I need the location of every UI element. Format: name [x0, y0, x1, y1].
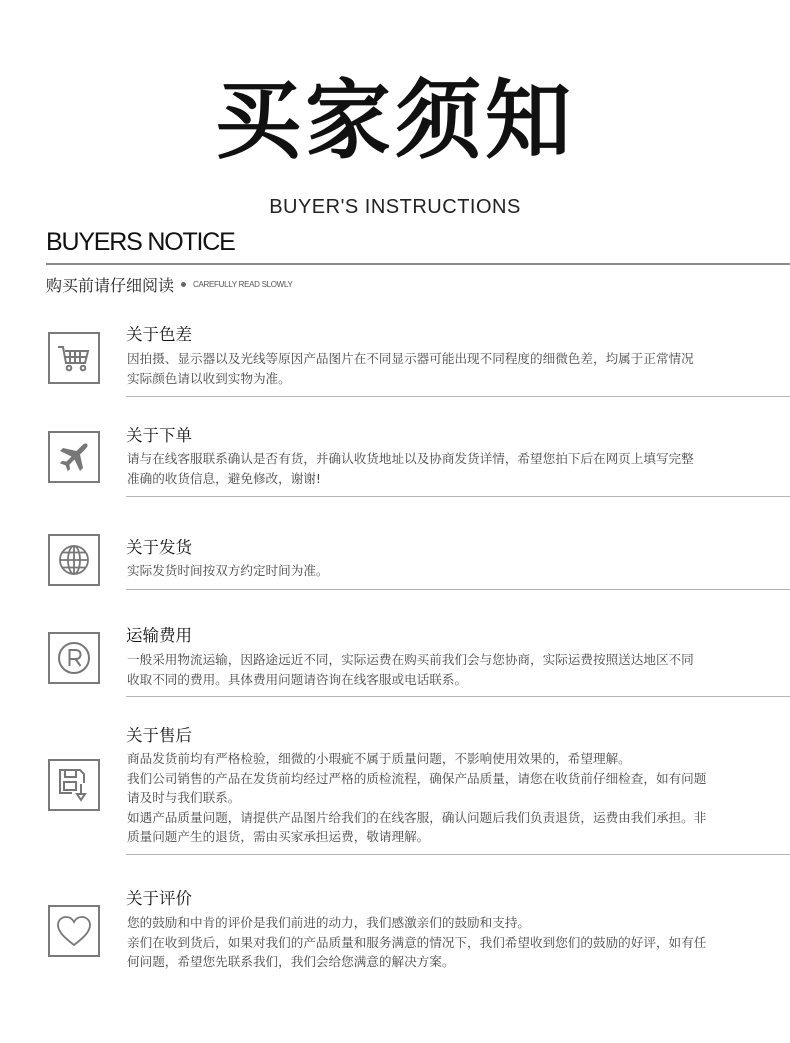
notice-caption [46, 273, 293, 296]
section-line: 实际发货时间按双方约定时间为准。 [127, 563, 329, 578]
section-line: 商品发货前均有严格检验，细微的小瑕疵不属于质量问题，不影响使用效果的，希望理解。 [127, 751, 631, 766]
section-body [127, 449, 767, 488]
section-title: 关于售后 [126, 726, 192, 745]
section-line: 我们公司销售的产品在发货前均经过严格的质检流程，确保产品质量，请您在收货前仔细检查，如有问题 [127, 770, 707, 786]
section-title: 关于评价 [126, 889, 192, 908]
page-title: 买家须知 [215, 71, 575, 171]
section-body [127, 913, 767, 972]
section-line: 您的鼓励和中肯的评价是我们前进的动力，我们感激亲们的鼓励和支持。 [127, 915, 530, 930]
section-divider [126, 496, 790, 497]
globe-icon [48, 534, 100, 586]
heart-icon [48, 905, 100, 957]
section-line: 亲们在收到货后，如果对我们的产品质量和服务满意的情况下，我们希望收到您们的鼓励的好评，如有任 [127, 934, 707, 950]
section-title: 运输费用 [126, 626, 192, 645]
section-body [127, 561, 767, 581]
section-divider [126, 396, 790, 397]
section-body [127, 349, 767, 388]
notice-caption-cn: 购买前请仔细阅读 [46, 276, 175, 295]
airplane-icon [48, 431, 100, 483]
section-line: 因拍摄、显示器以及光线等原因产品图片在不同显示器可能出现不同程度的细微色差，均属于正常情况 [127, 351, 694, 366]
section-line: 质量问题产生的退货，需由买家承担运费，敬请理解。 [127, 829, 430, 844]
section-divider [126, 589, 790, 590]
section-divider [126, 696, 790, 697]
notice-divider [46, 263, 790, 265]
registered-icon [48, 632, 100, 684]
page-subtitle: BUYER'S INSTRUCTIONS [269, 196, 521, 218]
section-line: 何问题，希望您先联系我们，我们会给您满意的解决方案。 [127, 954, 455, 969]
section-line: 实际颜色请以收到实物为准。 [127, 370, 291, 386]
section-line: 一般采用物流运输，因路途远近不同，实际运费在购买前我们会与您协商，实际运费按照送达地区不同 [127, 652, 694, 667]
shopping-cart-icon [48, 332, 100, 384]
section-divider [126, 854, 790, 855]
section-line: 准确的收货信息，避免修改，谢谢! [127, 470, 321, 486]
notice-caption-en: CAREFULLY READ SLOWLY [193, 280, 293, 289]
section-line: 请与在线客服联系确认是否有货，并确认收货地址以及协商发货详情，希望您拍下后在网页上填写完整 [127, 451, 694, 466]
section-line: 请及时与我们联系。 [127, 790, 241, 805]
save-download-icon [48, 759, 100, 811]
section-body [127, 650, 767, 689]
section-title: 关于下单 [126, 426, 192, 445]
section-body [127, 749, 767, 847]
notice-heading: BUYERS NOTICE [46, 228, 235, 256]
section-line: 收取不同的费用。具体费用问题请咨询在线客服或电话联系。 [127, 671, 468, 687]
section-line: 如遇产品质量问题，请提供产品图片给我们的在线客服，确认问题后我们负责退货，运费由我们承担。非 [127, 809, 707, 825]
section-title: 关于发货 [126, 538, 192, 557]
bullet-dot [181, 282, 186, 287]
section-title: 关于色差 [126, 325, 192, 344]
